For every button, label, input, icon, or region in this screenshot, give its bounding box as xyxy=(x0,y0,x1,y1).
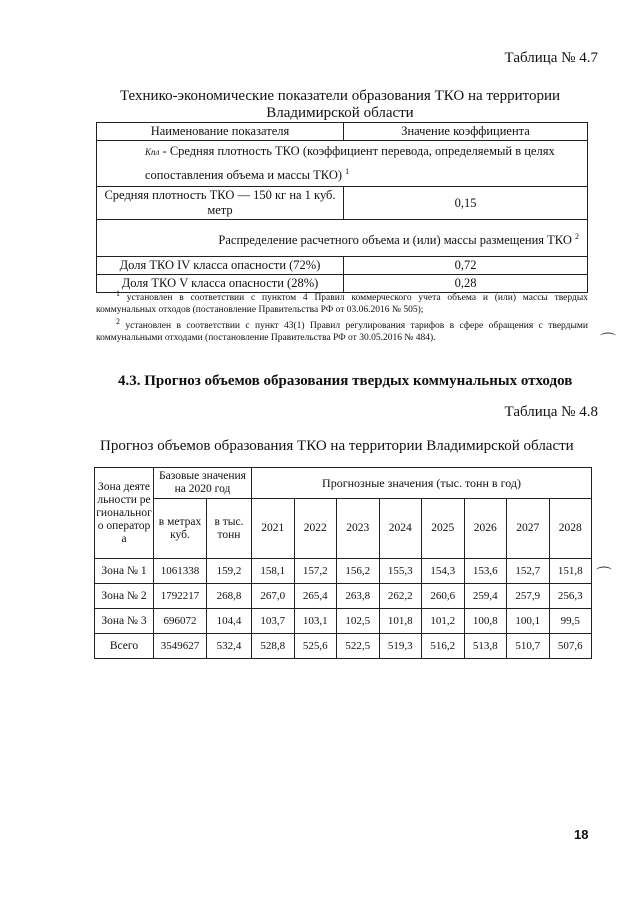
value-cell: 507,6 xyxy=(549,634,592,659)
value-cell: 101,8 xyxy=(379,609,422,634)
density-coefficient-row xyxy=(97,141,588,187)
distribution-row xyxy=(97,220,588,257)
value-cell: 3549627 xyxy=(154,634,207,659)
table-title-4-8: Прогноз объемов образования ТКО на территории Владимирской области xyxy=(100,438,574,454)
footnote-number: 2 xyxy=(116,317,120,327)
year-header: 2028 xyxy=(549,499,592,559)
zone-cell: Зона № 3 xyxy=(95,609,154,634)
value-cell: 101,2 xyxy=(422,609,465,634)
value-cell: 267,0 xyxy=(252,584,295,609)
value-cell: 519,3 xyxy=(379,634,422,659)
value-cell: 100,1 xyxy=(507,609,550,634)
year-header: 2023 xyxy=(337,499,380,559)
base-sub-header: в метрах куб. xyxy=(154,499,207,559)
hazard-class-label: Доля ТКО V класса опасности (28%) xyxy=(97,275,344,293)
value-cell: 268,8 xyxy=(207,584,252,609)
distribution-text: Распределение расчетного объема и (или) массы размещения ТКО xyxy=(218,232,575,247)
value-cell: 256,3 xyxy=(549,584,592,609)
value-cell: 257,9 xyxy=(507,584,550,609)
value-cell: 157,2 xyxy=(294,559,337,584)
value-cell: 522,5 xyxy=(337,634,380,659)
value-cell: 103,1 xyxy=(294,609,337,634)
table-caption-4-7: Таблица № 4.7 xyxy=(504,50,598,66)
density-value: 0,15 xyxy=(344,187,588,220)
value-cell: 102,5 xyxy=(337,609,380,634)
table-row xyxy=(95,584,592,609)
table-title-4-7: Технико-экономические показатели образования ТКО на территории Владимирской области xyxy=(119,88,561,121)
value-cell: 263,8 xyxy=(337,584,380,609)
value-cell: 156,2 xyxy=(337,559,380,584)
footnotes xyxy=(96,288,588,344)
table-row xyxy=(95,609,592,634)
value-cell: 99,5 xyxy=(549,609,592,634)
year-header: 2024 xyxy=(379,499,422,559)
value-cell: 265,4 xyxy=(294,584,337,609)
value-cell: 153,6 xyxy=(464,559,507,584)
margin-mark: ⌒ xyxy=(600,333,617,350)
value-cell: 516,2 xyxy=(422,634,465,659)
value-cell: 532,4 xyxy=(207,634,252,659)
value-cell: 525,6 xyxy=(294,634,337,659)
value-cell: 259,4 xyxy=(464,584,507,609)
value-cell: 513,8 xyxy=(464,634,507,659)
value-cell: 260,6 xyxy=(422,584,465,609)
footnote-ref: 2 xyxy=(575,231,579,241)
hazard-class-label: Доля ТКО IV класса опасности (72%) xyxy=(97,257,344,275)
value-cell: 696072 xyxy=(154,609,207,634)
year-header: 2021 xyxy=(252,499,295,559)
header-cell: Наименование показателя xyxy=(97,123,344,141)
footnote-number: 1 xyxy=(116,289,120,298)
footnote-text: установлен в соответствии с пунктом 4 Правил коммерческого учета объема и (или) массы твердых коммунальных отходов (постановление Правительства РФ от 03.06.2016 № 505); xyxy=(96,293,588,315)
zone-cell: Зона № 2 xyxy=(95,584,154,609)
year-header: 2026 xyxy=(464,499,507,559)
margin-mark: ⌒ xyxy=(596,567,613,584)
coefficient-symbol: Кпл xyxy=(145,147,160,157)
value-cell: 510,7 xyxy=(507,634,550,659)
table-row xyxy=(95,559,592,584)
value-cell: 159,2 xyxy=(207,559,252,584)
value-cell: 103,7 xyxy=(252,609,295,634)
footnote xyxy=(96,316,588,344)
value-cell: 104,4 xyxy=(207,609,252,634)
hazard-class-value: 0,72 xyxy=(344,257,588,275)
section-title: 4.3. Прогноз объемов образования твердых коммунальных отходов xyxy=(118,373,573,389)
zone-cell: Всего xyxy=(95,634,154,659)
forecast-table xyxy=(94,467,592,659)
coefficient-description: - Средняя плотность ТКО (коэффициент перевода, определяемый в целях сопоставления объема и массы ТКО) xyxy=(145,144,555,183)
value-cell: 151,8 xyxy=(549,559,592,584)
table-caption-4-8: Таблица № 4.8 xyxy=(504,404,598,420)
value-cell: 154,3 xyxy=(422,559,465,584)
value-cell: 528,8 xyxy=(252,634,295,659)
zone-header: Зона деятельности регионального оператора xyxy=(95,468,154,559)
forecast-header: Прогнозные значения (тыс. тонн в год) xyxy=(252,468,592,499)
value-cell: 1792217 xyxy=(154,584,207,609)
base-sub-header: в тыс. тонн xyxy=(207,499,252,559)
value-cell: 1061338 xyxy=(154,559,207,584)
value-cell: 100,8 xyxy=(464,609,507,634)
year-header: 2022 xyxy=(294,499,337,559)
value-cell: 262,2 xyxy=(379,584,422,609)
page-number: 18 xyxy=(574,827,589,842)
indicators-table xyxy=(96,122,588,293)
footnote xyxy=(96,288,588,316)
value-cell: 158,1 xyxy=(252,559,295,584)
base-header: Базовые значения на 2020 год xyxy=(154,468,252,499)
value-cell: 152,7 xyxy=(507,559,550,584)
header-cell: Значение коэффициента xyxy=(344,123,588,141)
table-row-total xyxy=(95,634,592,659)
value-cell: 155,3 xyxy=(379,559,422,584)
year-header: 2027 xyxy=(507,499,550,559)
hazard-class-value: 0,28 xyxy=(344,275,588,293)
year-header: 2025 xyxy=(422,499,465,559)
density-label: Средняя плотность ТКО — 150 кг на 1 куб. метр xyxy=(97,187,344,220)
footnote-ref: 1 xyxy=(345,167,350,176)
footnote-text: установлен в соответствии с пункт 43(1) Правил регулирования тарифов в сфере обращения с твердыми коммунальными отходами (постановление Правительства РФ от 30.05.2016 № 484). xyxy=(96,321,588,343)
zone-cell: Зона № 1 xyxy=(95,559,154,584)
